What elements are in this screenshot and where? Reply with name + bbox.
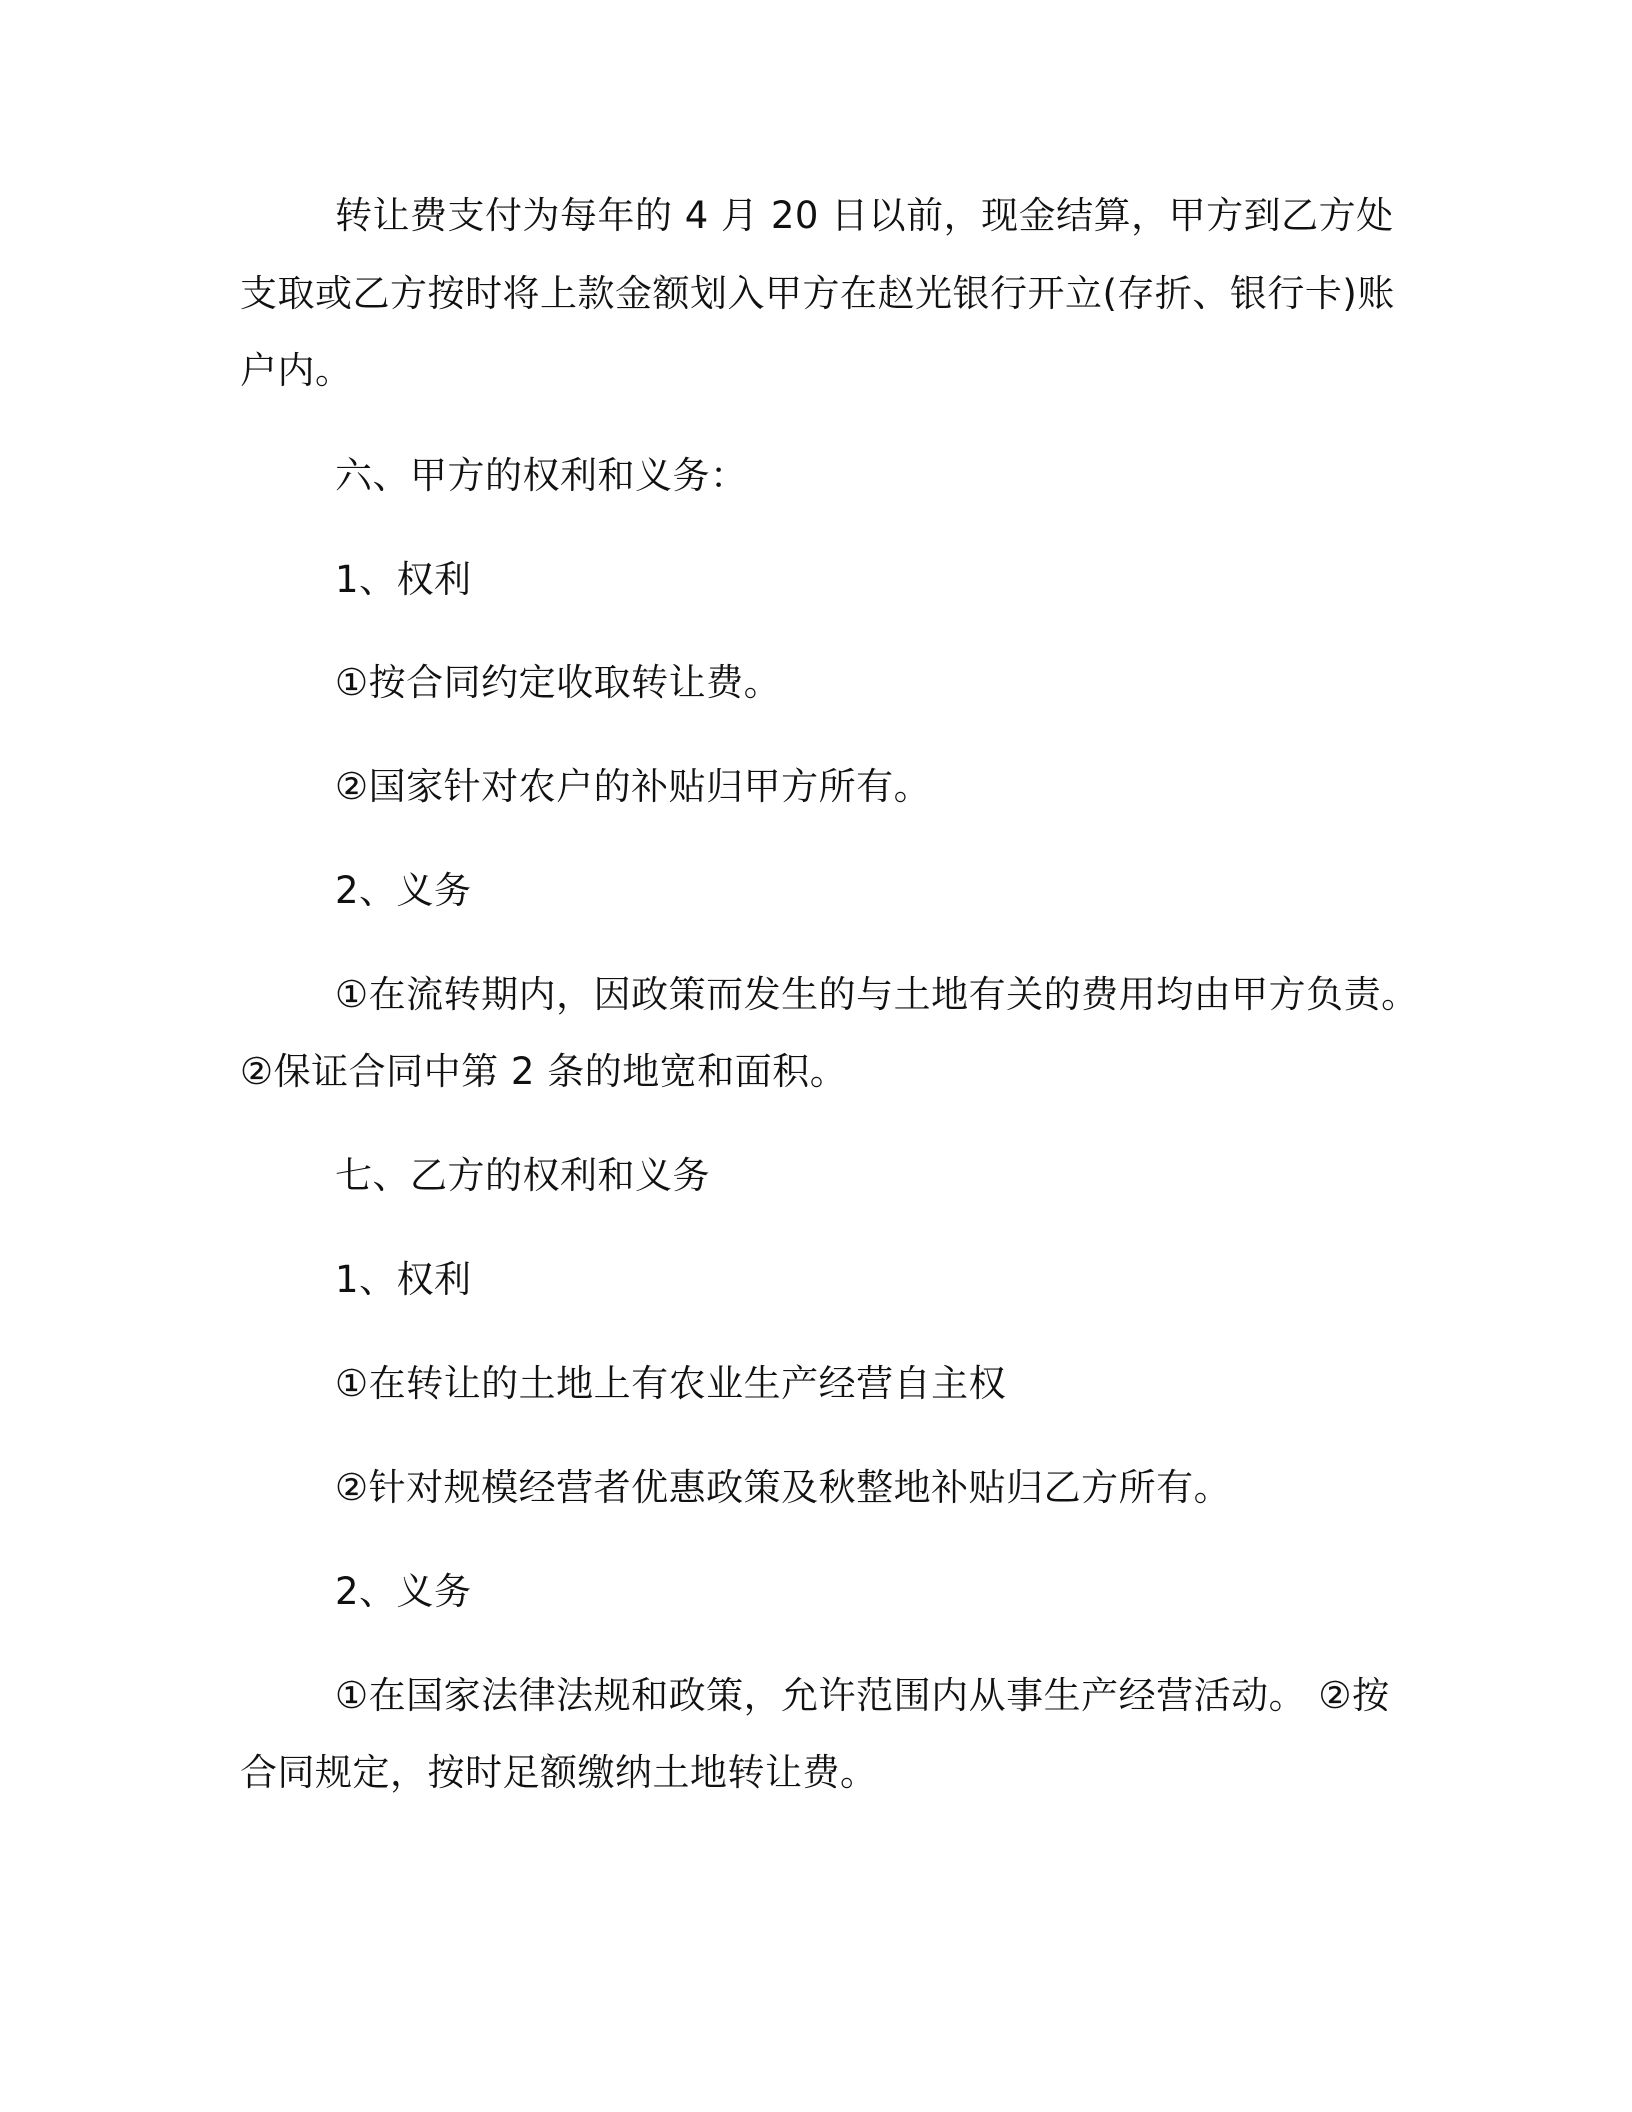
section-six-duty-1: ①在流转期内，因政策而发生的与土地有关的费用均由甲方负责。	[335, 973, 1419, 1016]
section-seven-rights-heading: 1、权利	[335, 1258, 472, 1301]
section-seven-right-2: ②针对规模经营者优惠政策及秋整地补贴归乙方所有。	[335, 1466, 1232, 1509]
section-six-rights-heading: 1、权利	[335, 558, 472, 601]
section-six-heading: 六、甲方的权利和义务：	[335, 454, 748, 497]
section-seven-duty-line-2: 合同规定，按时足额缴纳土地转让费。	[240, 1751, 878, 1794]
paragraph-payment-line-2: 支取或乙方按时将上款金额划入甲方在赵光银行开立(存折、银行卡)账	[240, 272, 1395, 315]
section-seven-duty-line-1: ①在国家法律法规和政策，允许范围内从事生产经营活动。 ②按	[335, 1674, 1390, 1717]
section-seven-duties-heading: 2、义务	[335, 1570, 472, 1613]
section-seven-heading: 七、乙方的权利和义务	[335, 1154, 710, 1197]
section-six-duties-heading: 2、义务	[335, 869, 472, 912]
section-seven-right-1: ①在转让的土地上有农业生产经营自主权	[335, 1362, 1007, 1405]
section-six-duty-2: ②保证合同中第 2 条的地宽和面积。	[240, 1050, 848, 1093]
section-six-right-1: ①按合同约定收取转让费。	[335, 661, 782, 704]
paragraph-payment-line-1: 转让费支付为每年的 4 月 20 日以前，现金结算，甲方到乙方处	[335, 194, 1394, 237]
paragraph-payment-line-3: 户内。	[240, 349, 353, 392]
section-six-right-2: ②国家针对农户的补贴归甲方所有。	[335, 765, 932, 808]
